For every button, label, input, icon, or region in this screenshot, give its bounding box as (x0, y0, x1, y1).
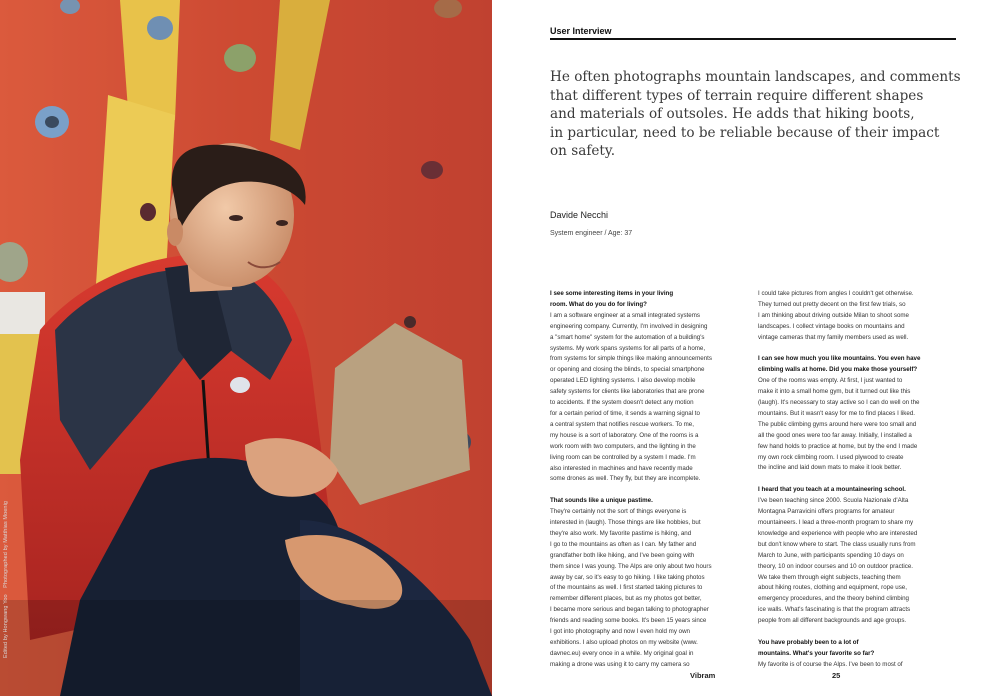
interview-question-line: climbing walls at home. Did you make those yourself? (758, 366, 918, 374)
paragraph-gap (758, 627, 958, 638)
interview-answer-line: The public climbing gyms around here were too small and (758, 420, 917, 428)
paragraph-gap (758, 474, 958, 485)
photo-credit-editor: Edited by Hongwang Yoo (3, 594, 9, 658)
interview-answer-line: landscapes. I collect vintage books on mountains and (758, 322, 905, 330)
article-column-left (550, 289, 750, 671)
interview-answer-line: people from all different backgrounds and age groups. (758, 617, 907, 625)
article-page (492, 0, 985, 696)
interview-answer-line: emergency procedures, and the theory behind climbing (758, 595, 909, 603)
interview-answer-line: I could take pictures from angles I couldn't get otherwise. (758, 290, 914, 297)
interview-answer-line: also interested in machines and have recently made (550, 464, 693, 472)
section-label: User Interview (550, 26, 612, 36)
section-rule (550, 38, 956, 40)
interview-answer-line: vintage cameras that my family members used as well. (758, 333, 909, 341)
interview-answer-line: make it into a small home gym, but it turned out like this (758, 388, 911, 396)
interview-answer-line: the incline and laid down mats to make it look better. (758, 464, 902, 472)
interview-answer-line: theory, 10 on indoor courses and 10 on outdoor practice. (758, 562, 914, 570)
interviewee-name: Davide Necchi (550, 210, 609, 220)
interview-answer-line: my own rock climbing room. I used plywood to create (758, 453, 904, 461)
interview-answer-line: work room with two computers, and the lighting in the (550, 442, 696, 450)
interview-answer-line: grandfather both like hiking, and I've been going with (550, 551, 695, 559)
interview-answer-line: safety systems for clients like laboratories that are prone (550, 388, 705, 396)
interview-answer-line: mountains. But it wasn't easy for me to find places I liked. (758, 409, 915, 417)
interview-answer-line: friends and reading some books. It's been 15 years since (550, 617, 707, 625)
interview-answer-line: I am a software engineer at a small integrated systems (550, 311, 700, 319)
pull-quote-line: and materials of outsoles. He adds that hiking boots, (550, 106, 915, 123)
interview-answer-line: from systems for simple things like making announcements (550, 355, 712, 363)
interview-answer-line: One of the rooms was empty. At first, I just wanted to (758, 377, 903, 385)
interview-answer-line: knowledge and experience with people who are interested (758, 529, 918, 537)
interview-answer-line: exhibitions. I also upload photos on my website (www. (550, 638, 698, 646)
interview-answer-line: away by car, so it's easy to go hiking. I like taking photos (550, 573, 705, 581)
interview-answer-line: Montagna Parravicini offers programs for amateur (758, 508, 895, 516)
interview-question-line: You have probably been to a lot of (758, 638, 859, 646)
interview-answer-line: They're certainly not the sort of things everyone is (550, 508, 687, 516)
interview-answer-line: They turned out pretty decent on the first few trials, so (758, 300, 906, 308)
interview-answer-line: I go to the mountains as often as I can. My father and (550, 540, 697, 548)
interview-question-line: I can see how much you like mountains. You even have (758, 355, 921, 363)
interview-answer-line: My favorite is of course the Alps. I've been to most of (758, 660, 903, 668)
interview-answer-line: a "smart home" system for the automation of a building's (550, 333, 705, 341)
interview-answer-line: making a drone was using it to carry my camera so (550, 660, 690, 668)
interview-answer-line: We take them through eight subjects, teaching them (758, 573, 901, 581)
photo-credit-photographer: Photographed by Matthias Moenig (3, 500, 9, 588)
pull-quote-line: in particular, need to be reliable because of their impact (550, 124, 940, 141)
interview-answer-line: systems. My work spans systems for all parts of a home, (550, 344, 706, 352)
interview-question-line: That sounds like a unique pastime. (550, 497, 653, 505)
page-number: 25 (832, 671, 841, 680)
climbing-wall-portrait-image (0, 0, 492, 696)
interview-question-line: I see some interesting items in your living (550, 290, 674, 297)
interview-question-line: room. What do you do for living? (550, 300, 647, 308)
interview-answer-line: I've been teaching since 2000. Scuola Nazionale d'Alta (758, 497, 909, 505)
interview-answer-line: I became more serious and began talking to photographer (550, 606, 709, 614)
paragraph-gap (758, 344, 958, 355)
portrait-photo (0, 0, 492, 696)
interview-answer-line: living room can be controlled by a system I made. I'm (550, 453, 696, 461)
interview-answer-line: my house is a sort of laboratory. One of the rooms is a (550, 431, 699, 439)
interview-answer-line: for a certain period of time, it sends a warning signal to (550, 409, 700, 417)
interview-answer-line: ice walls. What's fascinating is that the program attracts (758, 606, 911, 614)
paragraph-gap (550, 485, 750, 496)
interview-answer-line: some drones as well. They fly, but they are incomplete. (550, 475, 701, 483)
article-column-right (758, 289, 958, 671)
interview-answer-line: or opening and closing the blinds, to special smartphone (550, 366, 705, 374)
interview-answer-line: (laugh). It's necessary to stay active so I can do well on the (758, 399, 920, 407)
interview-answer-line: them since I was young. The Alps are only about two hours (550, 562, 712, 570)
photo-credit (3, 501, 9, 658)
interview-answer-line: interested in (laugh). Those things are like hobbies, but (550, 519, 701, 527)
interview-answer-line: of the mountains as well. I first started taking pictures to (550, 584, 703, 592)
interview-answer-line: mountaineers. I lead a three-month program to share my (758, 519, 914, 526)
pull-quote-line: that different types of terrain require different shapes (550, 87, 924, 104)
interview-answer-line: I am thinking about driving outside Milan to shoot some (758, 311, 909, 319)
interview-question-line: I heard that you teach at a mountaineering school. (758, 486, 906, 494)
interviewee-role: System engineer / Age: 37 (550, 230, 633, 237)
interview-answer-line: a central system that notifies rescue workers. To me, (550, 420, 694, 428)
interview-answer-line: about hiking routes, clothing and equipment, rope use, (758, 584, 907, 592)
interview-answer-line: engineering company. Currently, I'm involved in designing (550, 322, 708, 330)
footer-brand: Vibram (690, 671, 716, 680)
pull-quote (550, 68, 960, 161)
interview-answer-line: to accidents. If the system doesn't detect any motion (550, 399, 694, 407)
interview-answer-line: few hand holds to practice at home, but by the end I made (758, 442, 918, 450)
interview-answer-line: they're also work. My favorite pastime is hiking, and (550, 529, 692, 537)
interview-answer-line: March to June, with participants spending 10 days on (758, 551, 904, 559)
interview-answer-line: operated LED lighting systems. I also develop mobile (550, 377, 696, 385)
pull-quote-line: on safety. (550, 143, 616, 160)
interview-answer-line: remember different places, but as my photos got better, (550, 595, 702, 603)
interview-answer-line: davnec.eu) every once in a while. My original goal in (550, 649, 694, 657)
interview-answer-line: I got into photography and now I even hold my own (550, 628, 690, 636)
interview-question-line: mountains. What's your favorite so far? (758, 649, 875, 657)
pull-quote-line: He often photographs mountain landscapes, and comments (550, 69, 961, 85)
interview-answer-line: but don't know where to start. The class usually runs from (758, 540, 916, 548)
interview-answer-line: all the good ones were too far away. Initially, I installed a (758, 431, 912, 439)
